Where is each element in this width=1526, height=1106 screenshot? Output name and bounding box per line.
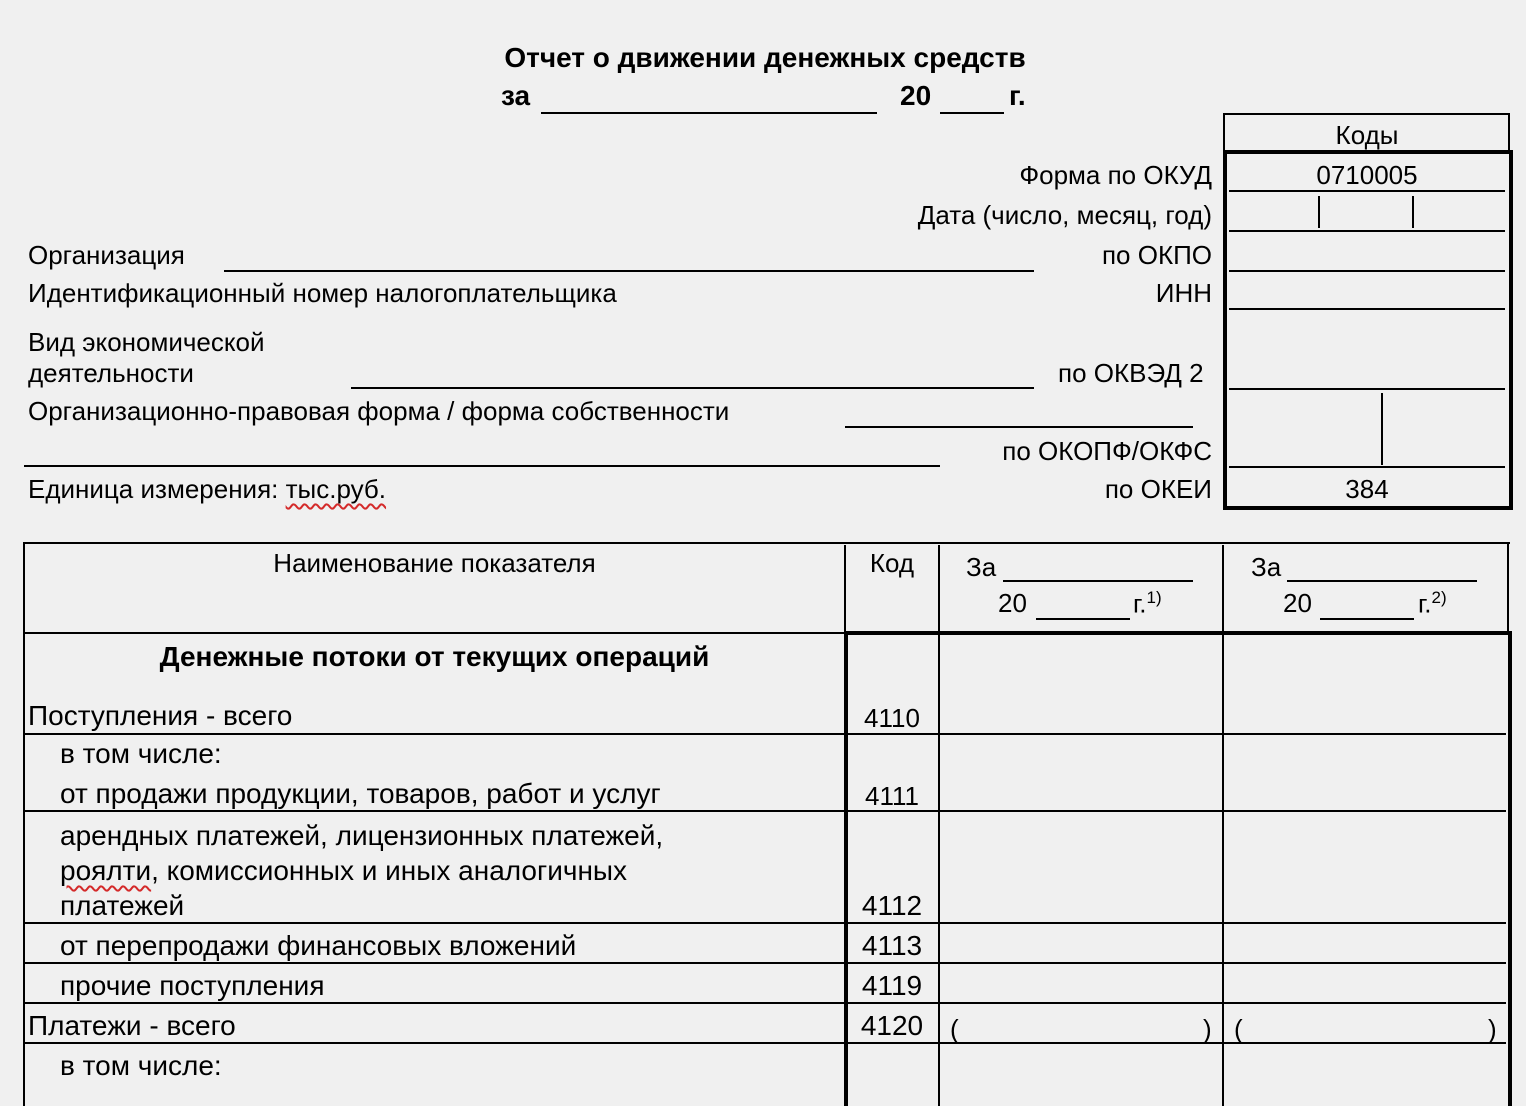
row-code-4110: 4110 bbox=[864, 703, 920, 733]
activity-label-1: Вид экономической bbox=[28, 327, 265, 357]
organization-label: Организация bbox=[28, 240, 185, 270]
col-previous-year-line[interactable] bbox=[1320, 618, 1414, 620]
legal-form-label: Организационно-правовая форма / форма собственности bbox=[28, 396, 730, 426]
row-sublabel-in-that-number: в том числе: bbox=[60, 738, 222, 769]
col-current-prefix: За bbox=[966, 552, 997, 582]
row-separator bbox=[25, 962, 1506, 964]
row-code-4113: 4113 bbox=[861, 930, 923, 961]
row-label-4111: от продажи продукции, товаров, работ и услуг bbox=[60, 778, 661, 809]
row-separator bbox=[25, 733, 1506, 735]
row-4120-previous-close-paren: ) bbox=[1488, 1014, 1497, 1044]
report-title: Отчет о движении денежных средств bbox=[504, 42, 1026, 73]
activity-label-2: деятельности bbox=[28, 358, 194, 388]
year-suffix: г. bbox=[1009, 80, 1026, 111]
date-label: Дата (число, месяц, год) bbox=[917, 200, 1212, 230]
row-4120-current-open-paren: ( bbox=[950, 1014, 959, 1044]
col-current-year-suffix: г.$^{1)}$ bbox=[1133, 588, 1162, 619]
okei-label: по ОКЕИ bbox=[1104, 474, 1212, 504]
row-separator bbox=[25, 1002, 1506, 1004]
row-separator bbox=[25, 922, 1506, 924]
inn-label: Идентификационный номер налогоплательщика bbox=[28, 278, 617, 308]
row-label-4119: прочие поступления bbox=[60, 970, 325, 1001]
unit-row bbox=[28, 474, 386, 505]
row-label-4113: от перепродажи финансовых вложений bbox=[60, 930, 577, 961]
col-previous-period-line[interactable] bbox=[1287, 580, 1477, 582]
okud-value: 0710005 bbox=[1316, 160, 1418, 190]
row-label-4110: Поступления - всего bbox=[28, 700, 293, 731]
row-label-4112-line1: арендных платежей, лицензионных платежей, bbox=[60, 820, 664, 851]
okpo-label: по ОКПО bbox=[1101, 240, 1212, 270]
col-previous-year-suffix: г.$^{2)}$ bbox=[1418, 588, 1447, 619]
row-code-4111: 4111 bbox=[865, 781, 919, 811]
row-label-4120: Платежи - всего bbox=[28, 1010, 236, 1041]
table-left-border bbox=[23, 542, 25, 1106]
col-current-period-line[interactable] bbox=[1003, 580, 1193, 582]
row-sublabel-in-that-number-2: в том числе: bbox=[60, 1050, 222, 1081]
organization-field-line[interactable] bbox=[224, 270, 1034, 272]
period-prefix: за bbox=[501, 80, 531, 111]
row-label-4112-line2: роялти, комиссионных и иных аналогичных bbox=[60, 855, 628, 886]
col-divider-code bbox=[938, 545, 940, 1106]
data-frame-right bbox=[1508, 631, 1512, 1106]
year-field-line[interactable] bbox=[940, 112, 1004, 114]
row-code-4120: 4120 bbox=[860, 1010, 924, 1041]
col-previous-year-prefix: 20 bbox=[1283, 588, 1312, 618]
legal-form-field-line-2[interactable] bbox=[24, 465, 940, 467]
unit-value: тыс.руб. bbox=[285, 474, 387, 504]
row-separator bbox=[25, 810, 1506, 812]
legal-form-field-line[interactable] bbox=[845, 426, 1193, 428]
col-name-header: Наименование показателя bbox=[273, 548, 596, 578]
okopf-label: по ОКОПФ/ОКФС bbox=[1002, 436, 1212, 466]
okud-label: Форма по ОКУД bbox=[1019, 160, 1212, 190]
activity-field-line[interactable] bbox=[351, 387, 1034, 389]
okei-value: 384 bbox=[1345, 474, 1389, 504]
row-4120-current-close-paren: ) bbox=[1203, 1014, 1212, 1044]
col-previous-prefix: За bbox=[1251, 552, 1282, 582]
okved-label: по ОКВЭД 2 bbox=[1058, 358, 1204, 388]
row-separator bbox=[25, 1042, 1506, 1044]
section-title: Денежные потоки от текущих операций bbox=[159, 641, 710, 672]
okopf-divider bbox=[1381, 393, 1383, 465]
codes-box bbox=[1223, 150, 1513, 510]
codes-header-top bbox=[1223, 113, 1510, 115]
row-label-4112-line3: платежей bbox=[60, 890, 185, 921]
inn-code-label: ИНН bbox=[1155, 278, 1212, 308]
col-divider-period bbox=[1222, 545, 1224, 1106]
col-current-year-prefix: 20 bbox=[998, 588, 1027, 618]
year-prefix: 20 bbox=[900, 80, 932, 111]
col-code-header: Код bbox=[869, 548, 915, 578]
data-frame-top bbox=[844, 631, 1512, 635]
row-4120-previous-open-paren: ( bbox=[1234, 1014, 1243, 1044]
col-current-year-line[interactable] bbox=[1036, 618, 1130, 620]
unit-label: Единица измерения: bbox=[28, 474, 279, 504]
codes-header: Коды bbox=[1335, 120, 1399, 150]
row-code-4112: 4112 bbox=[861, 890, 923, 921]
date-divider-2 bbox=[1412, 196, 1414, 228]
row-code-4119: 4119 bbox=[861, 970, 923, 1001]
date-divider-1 bbox=[1318, 196, 1320, 228]
period-field-line[interactable] bbox=[541, 112, 877, 114]
table-top-border bbox=[23, 542, 1510, 544]
